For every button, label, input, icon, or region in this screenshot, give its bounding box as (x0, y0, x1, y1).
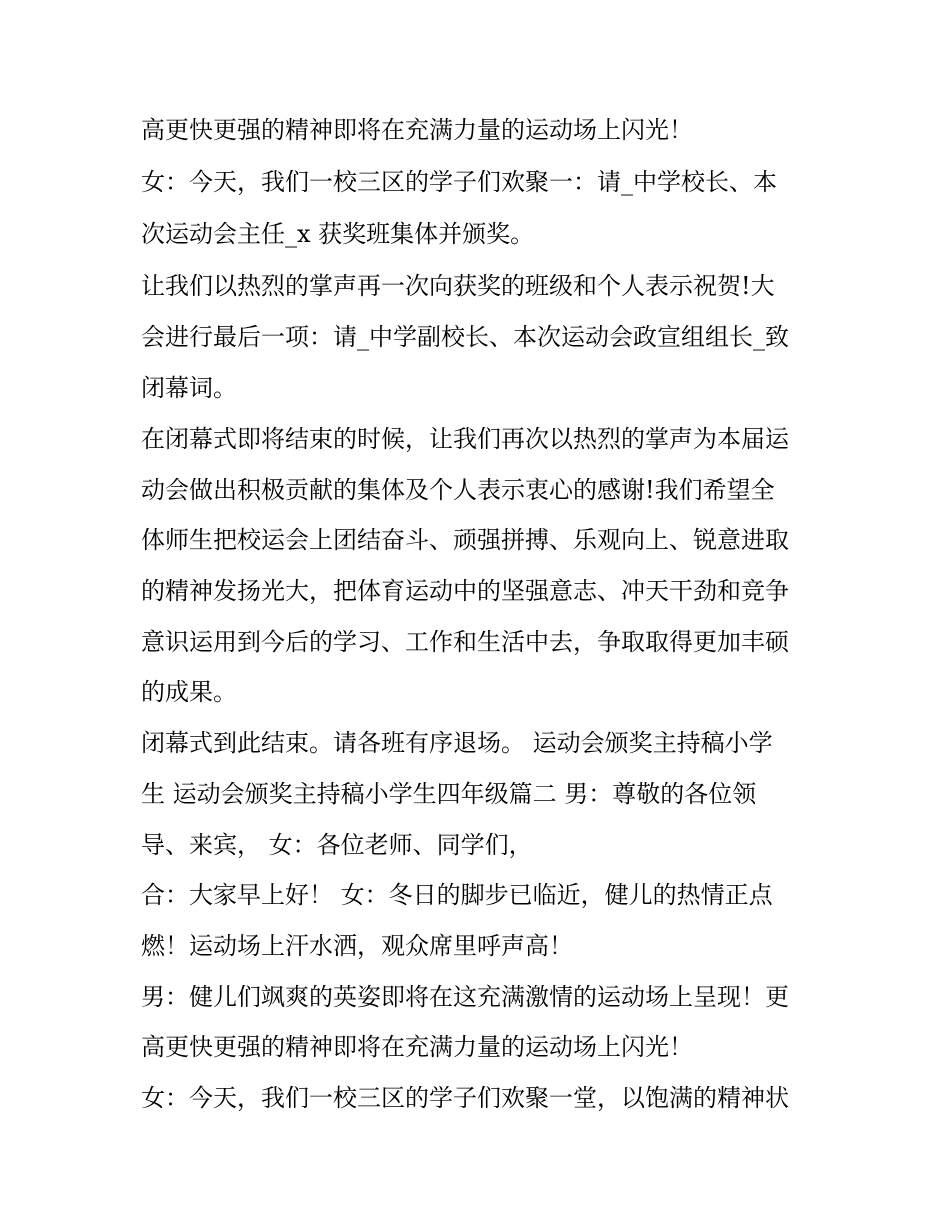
text-line: 意识运用到今后的学习、工作和生活中去，争取取得更加丰硕 (141, 628, 789, 656)
text-line: 会进行最后一项：请_中学副校长、本次运动会政宣组组长_致 (141, 323, 789, 351)
text-line: 高更快更强的精神即将在充满力量的运动场上闪光！ (141, 1033, 693, 1061)
text-line: 女：今天，我们一校三区的学子们欢聚一堂，以饱满的精神状 (141, 1084, 789, 1112)
text-line: 女：今天，我们一校三区的学子们欢聚一：请_中学校长、本 (141, 168, 777, 196)
text-line: 高更快更强的精神即将在充满力量的运动场上闪光！ (141, 116, 693, 144)
text-line: 的精神发扬光大，把体育运动中的坚强意志、冲天干劲和竞争 (141, 577, 789, 605)
text-line: 导、来宾， 女：各位老师、同学们， (141, 831, 533, 859)
text-line: 次运动会主任_x 获奖班集体并颁奖。 (141, 220, 535, 248)
text-line: 动会做出积极贡献的集体及个人表示衷心的感谢!我们希望全 (141, 476, 775, 504)
text-line: 男：健儿们飒爽的英姿即将在这充满激情的运动场上呈现！更 (141, 983, 789, 1011)
text-line: 体师生把校运会上团结奋斗、顽强拼搏、乐观向上、锐意进取 (141, 526, 789, 554)
text-line: 合：大家早上好！ 女：冬日的脚步已临近，健儿的热情正点 (141, 881, 773, 909)
text-line: 生 运动会颁奖主持稿小学生四年级篇二 男：尊敬的各位领 (141, 780, 757, 808)
text-line: 闭幕词。 (141, 374, 237, 402)
text-line: 闭幕式到此结束。请各班有序退场。 运动会颁奖主持稿小学 (141, 729, 773, 757)
text-line: 让我们以热烈的掌声再一次向获奖的班级和个人表示祝贺!大 (141, 272, 775, 300)
text-line: 的成果。 (141, 678, 237, 706)
text-line: 在闭幕式即将结束的时候，让我们再次以热烈的掌声为本届运 (141, 425, 789, 453)
text-line: 燃！运动场上汗水洒，观众席里呼声高！ (141, 932, 573, 960)
